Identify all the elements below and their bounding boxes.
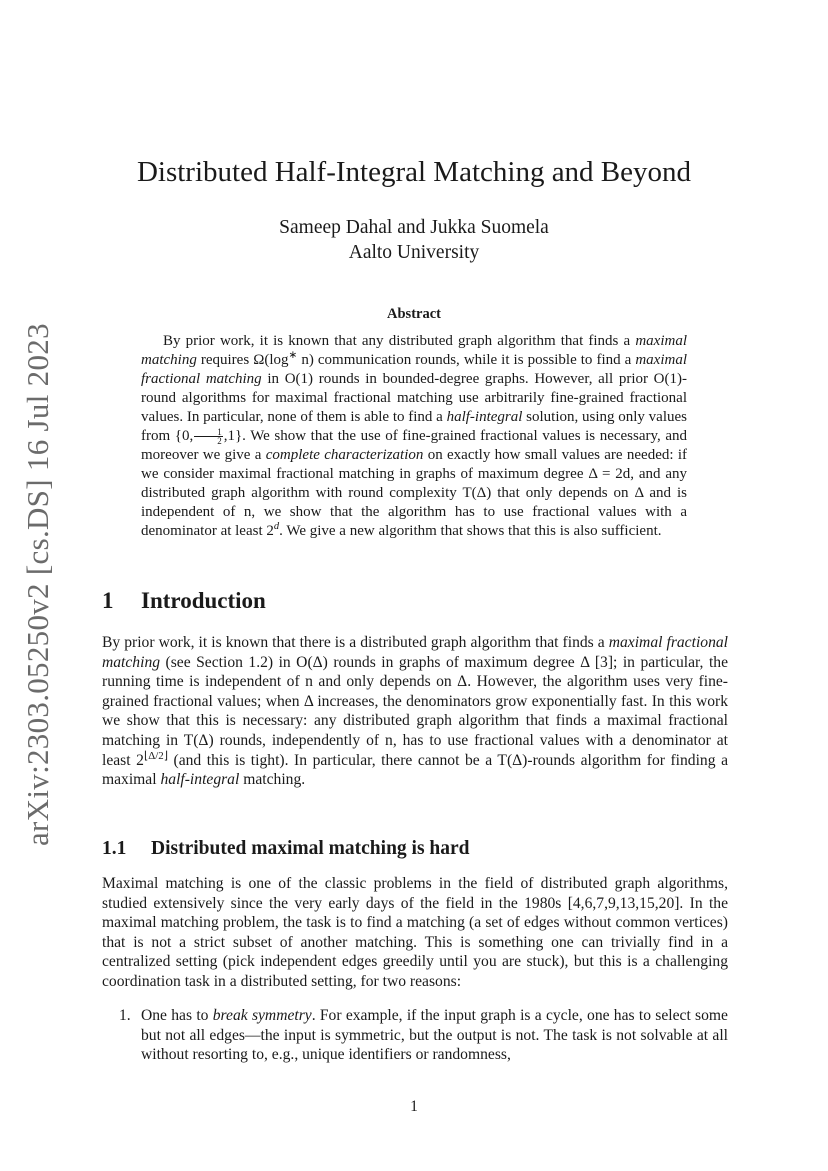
math-fraction: $\frac{1}{2}$ [194,428,223,445]
list-item [119,1006,728,1065]
body-emphasis: maximal fractional matching [102,634,728,671]
author-affiliation: Aalto University [348,242,480,263]
abstract-text: solution, using only values from {0, [141,409,688,444]
list-marker: 1. [119,1007,131,1024]
list-item-body [141,1006,728,1065]
abstract-text: By prior work, it is known that any distributed graph algorithm that finds a [163,333,631,349]
abstract-text: requires Ω(log [200,352,289,368]
body-emphasis: half-integral [160,771,240,789]
abstract-text: on exactly how small values are needed: if we consider maximal fractional matching in graphs of maximum degree Δ = 2d, and any distributed graph algorithm with round complexity T(Δ) that only depends on Δ and is independent of n, we show that the algorithm has to use fractional values with a denominator at least 2 [141,447,688,539]
abstract-text: . We give a new algorithm that shows that this is also sufficient. [279,523,662,539]
subsection-paragraph: Maximal matching is one of the classic problems in the field of distributed graph algorithms, studied extensively since the very early days of the field in the 1980s [4,6,7,9,13,15,20]. In the maximal matching problem, the task is to find a matching (a set of edges without common vertices) that is not a strict subset of another matching. This is something one can trivially find in a centralized setting (pick independent edges greedily until you are stuck), but this is a challenging coordination task in a distributed setting, for two reasons: [102,875,728,990]
body-text: matching. [243,771,306,789]
abstract-text: n) communication rounds, while it is possible to find a [301,352,632,368]
abstract-heading: Abstract [387,306,441,322]
page-number: 1 [410,1098,418,1115]
section-title: Introduction [141,588,266,613]
subsection-number: 1.1 [102,838,127,859]
author-names: Sameep Dahal and Jukka Suomela [279,217,549,238]
abstract-text: in O(1) rounds in bounded-degree graphs. However, all prior O(1)-round algorithms for maximal fractional matching use arbitrarily fine-grained fractional values. In particular, none of them is able to find a [141,371,687,425]
body-text: (and this is tight). In particular, there cannot be a T(Δ)-rounds algorithm for finding a maximal [102,751,729,789]
abstract-emphasis: half-integral [446,409,523,425]
paper-title: Distributed Half-Integral Matching and Beyond [136,156,692,188]
subsection-title: Distributed maximal matching is hard [151,838,470,859]
body-text: One has to [141,1007,209,1024]
author-block [0,215,828,265]
abstract-emphasis: complete characterization [265,447,424,463]
abstract-text: ,1}. We show that the use of fine-grained fractional values is necessary, and moreover we give a [141,428,688,463]
subsection-heading [102,838,742,860]
section-number: 1 [102,588,114,613]
math-superscript: ⌊Δ/2⌋ [143,749,168,762]
abstract-body [141,332,687,541]
arxiv-identifier: arXiv:2303.05250v2 [cs.DS] 16 Jul 2023 [20,323,55,846]
body-emphasis: break symmetry [212,1007,312,1024]
abstract-emphasis: maximal fractional matching [141,352,688,387]
body-text: (see Section 1.2) in O(Δ) rounds in graphs of maximum degree Δ [3]; in particular, the running time is independent of n and only depends on Δ. However, the algorithm uses very fine-grained fractional values; when Δ increases, the denominators grow exponentially fast. In this work we show that this is necessary: any distributed graph algorithm that finds a maximal fractional matching in T(Δ) rounds, independently of n, has to use fractional values with a denominator at least 2 [102,653,728,769]
body-text: . For example, if the input graph is a cycle, one has to select some but not all edges—the input is symmetric, but the output is not. The task is not solvable at all without resorting to, e.g., unique identifiers or randomness, [141,1007,728,1064]
math-superscript: d [273,521,280,532]
section-heading [102,588,742,614]
intro-paragraph [102,633,728,790]
abstract-emphasis: maximal matching [141,333,687,368]
math-superscript: ∗ [288,350,298,361]
body-text: By prior work, it is known that there is a distributed graph algorithm that finds a [102,634,605,651]
